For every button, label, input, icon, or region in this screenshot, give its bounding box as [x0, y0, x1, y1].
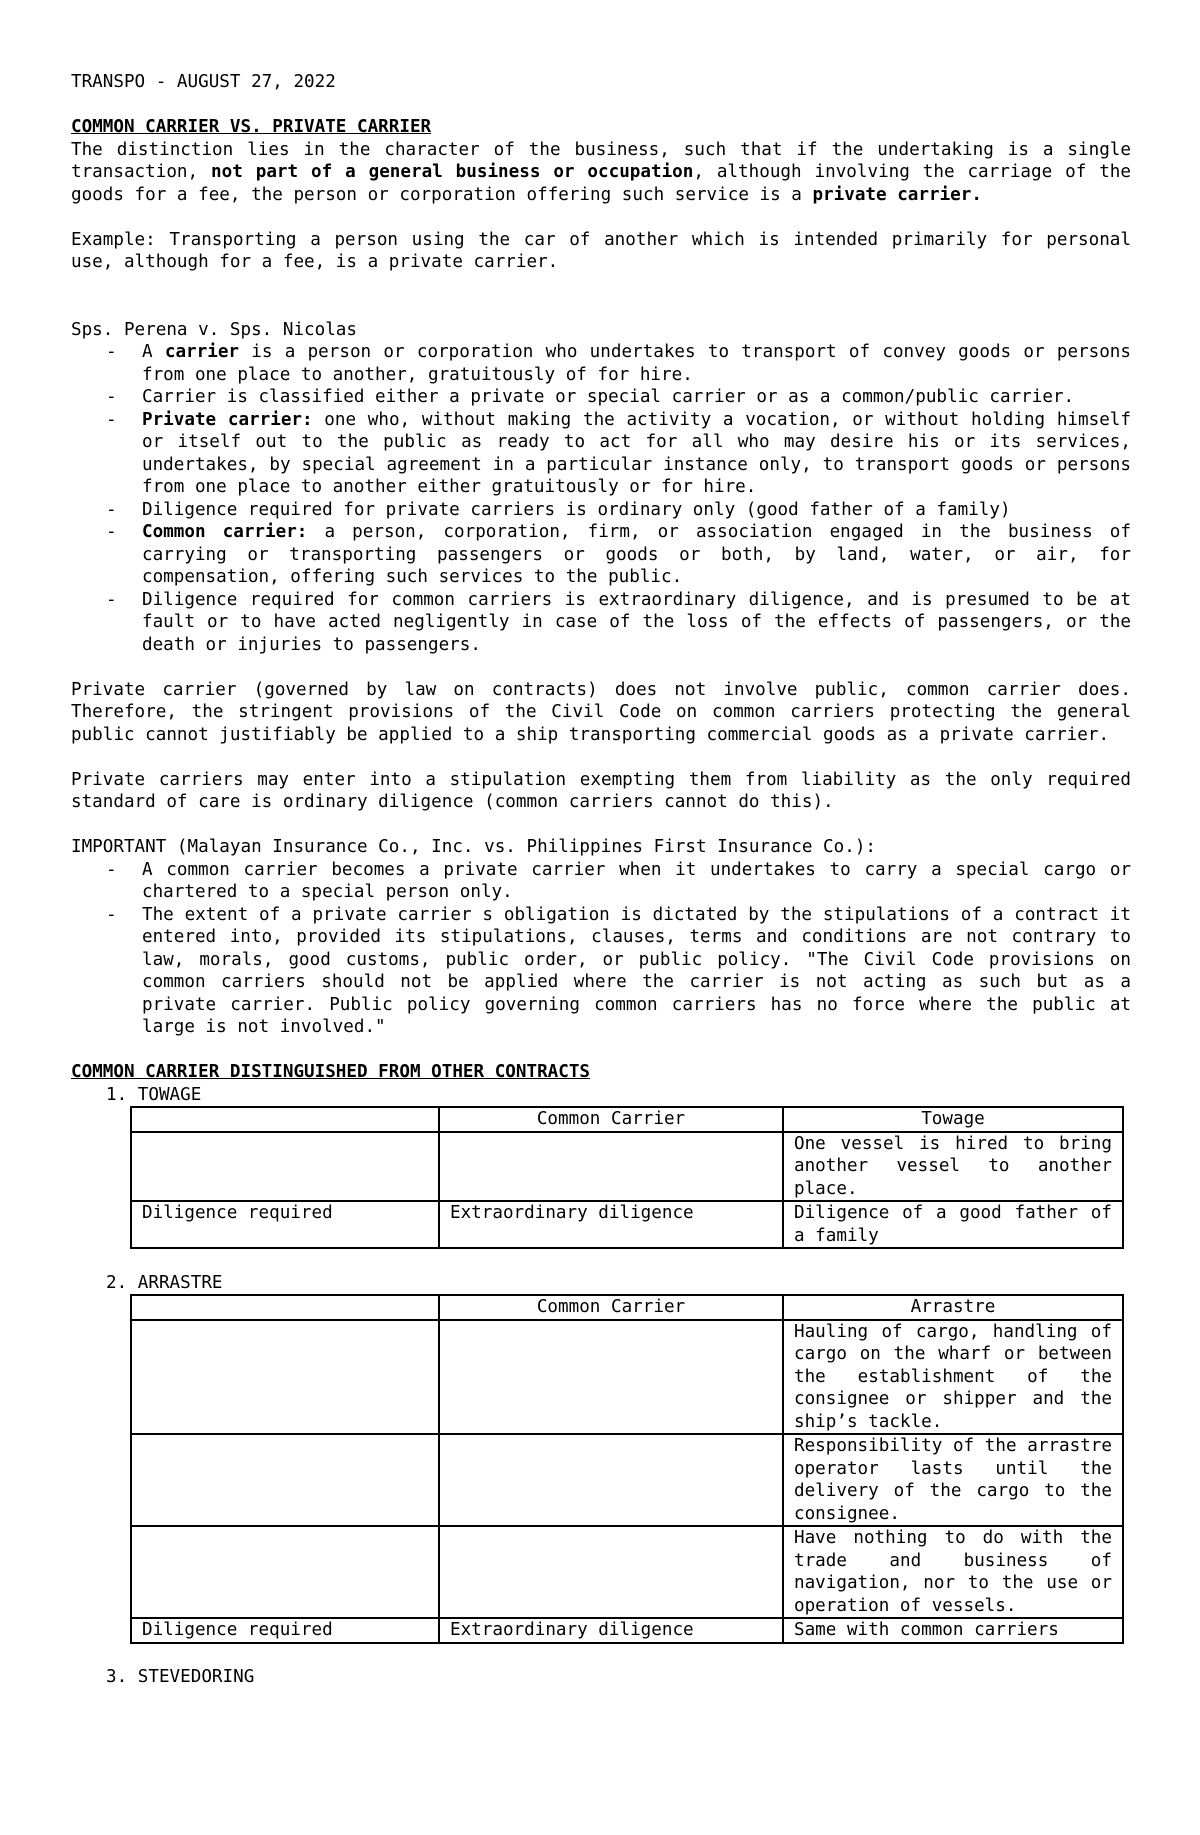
table-cell: Diligence required [131, 1201, 439, 1248]
stipulation-paragraph: Private carriers may enter into a stipulation exempting them from liability as the only required standard of care is ordinary diligence (common carriers cannot do this). [71, 769, 1131, 812]
list-item: - A common carrier becomes a private carrier when it undertakes to carry a special cargo or chartered to a special person only. [71, 859, 1131, 904]
document-title: TRANSPO - AUGUST 27, 2022 [71, 72, 336, 92]
table-header-cell: Common Carrier [439, 1295, 783, 1320]
table-row [131, 1107, 1123, 1132]
list-item: - Carrier is classified either a private or special carrier or as a common/public carrier. [71, 386, 1131, 409]
table-cell: Diligence required [131, 1618, 439, 1643]
table-cell: Hauling of cargo, handling of cargo on the wharf or between the establishment of the consignee or shipper and the ship’s tackle. [783, 1320, 1123, 1435]
table-header-cell: Common Carrier [439, 1107, 783, 1132]
list-item: - Diligence required for common carriers is extraordinary diligence, and is presumed to be at fault or to have acted negligently in case of the loss of the effects of passengers, or the death or injuries to passengers. [71, 589, 1131, 657]
towage-label: 1. TOWAGE [106, 1084, 202, 1105]
table-cell: Have nothing to do with the trade and business of navigation, nor to the use or operation of vessels. [783, 1526, 1123, 1618]
important-title: IMPORTANT (Malayan Insurance Co., Inc. vs. Philippines First Insurance Co.): [71, 837, 877, 857]
table-row [131, 1201, 1123, 1248]
private-carrier-paragraph: Private carrier (governed by law on contracts) does not involve public, common carrier does. Therefore, the stringent provisions of the Civil Code on common carriers protecting the general public cannot justifiably be applied to a ship transporting commercial goods as a private carrier. [71, 679, 1131, 745]
document-page [71, 71, 1131, 1689]
table-row [131, 1320, 1123, 1435]
important-bullet-list [71, 859, 1131, 1039]
list-item: - Diligence required for private carriers is ordinary only (good father of a family) [71, 499, 1131, 522]
table-row [131, 1526, 1123, 1618]
case-title-perena: Sps. Perena v. Sps. Nicolas [71, 319, 357, 340]
table-cell: One vessel is hired to bring another vessel to another place. [783, 1132, 1123, 1202]
arrastre-label: 2. ARRASTRE [106, 1272, 223, 1293]
list-item: - Common carrier: a person, corporation, firm, or association engaged in the business of carrying or transporting passengers or goods or both, by land, water, or air, for compensation, offering such services to the public. [71, 521, 1131, 589]
table-cell: Extraordinary diligence [439, 1201, 783, 1248]
case-bullet-list [71, 341, 1131, 656]
table-cell: Same with common carriers [783, 1618, 1123, 1643]
list-item: - The extent of a private carrier s obligation is dictated by the stipulations of a contract it entered into, provided its stipulations, clauses, terms and conditions are not contrary to law, morals, good customs, public order, or public policy. "The Civil Code provisions on common carriers should not be applied where the carrier is not acting as such but as a private carrier. Public policy governing common carriers has no force where the public at large is not involved." [71, 904, 1131, 1039]
table-row [131, 1132, 1123, 1202]
list-item: - Private carrier: one who, without making the activity a vocation, or without holding himself or itself out to the public as ready to act for all who may desire his or its services, undertakes, by special agreement in a particular instance only, to transport goods or persons from one place to another either gratuitously or for hire. [71, 409, 1131, 499]
table-cell: Responsibility of the arrastre operator lasts until the delivery of the cargo to the consignee. [783, 1434, 1123, 1526]
section-heading-carrier-vs-private: COMMON CARRIER VS. PRIVATE CARRIER [71, 117, 432, 137]
table-row [131, 1295, 1123, 1320]
table-cell: Diligence of a good father of a family [783, 1201, 1123, 1248]
table-row [131, 1618, 1123, 1643]
table-header-cell: Towage [783, 1107, 1123, 1132]
intro-paragraph: The distinction lies in the character of the business, such that if the undertaking is a single transaction, not part of a general business or occupation, although involving the carriage of the goods for a fee, the person or corporation offering such service is a private carrier. [71, 139, 1131, 205]
arrastre-table [130, 1294, 1124, 1644]
towage-table [130, 1106, 1124, 1249]
example-paragraph: Example: Transporting a person using the car of another which is intended primarily for personal use, although for a fee, is a private carrier. [71, 229, 1131, 272]
stevedoring-label: 3. STEVEDORING [106, 1667, 255, 1687]
section-heading-distinguished: COMMON CARRIER DISTINGUISHED FROM OTHER CONTRACTS [71, 1062, 591, 1082]
list-item: - A carrier is a person or corporation who undertakes to transport of convey goods or persons from one place to another, gratuitously of for hire. [71, 341, 1131, 386]
table-row [131, 1434, 1123, 1526]
table-header-cell: Arrastre [783, 1295, 1123, 1320]
table-cell: Extraordinary diligence [439, 1618, 783, 1643]
